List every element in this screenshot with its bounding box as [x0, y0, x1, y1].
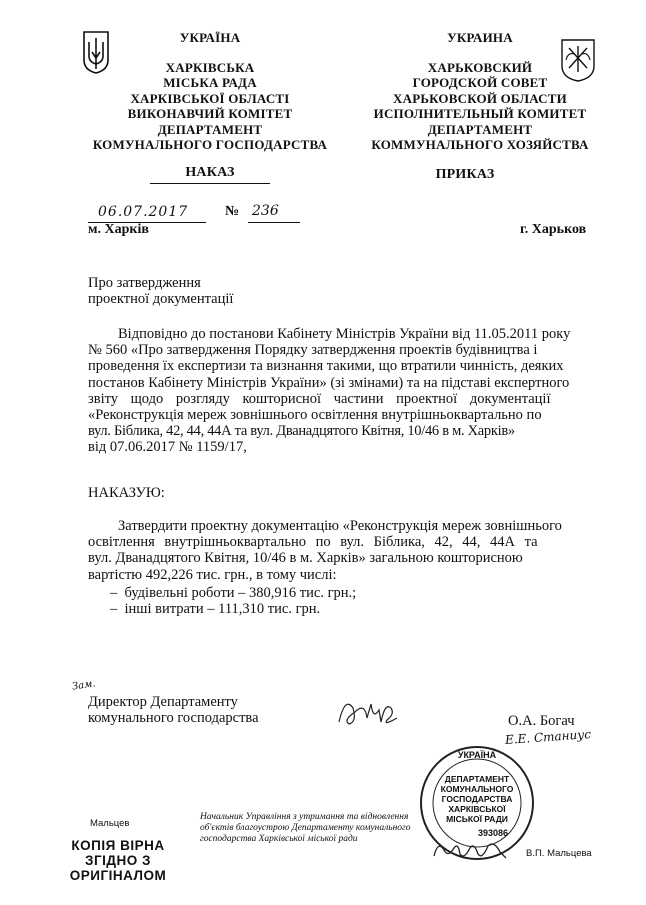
certifier-signature-icon — [430, 836, 510, 864]
preamble-line: звіту щодо розгляду кошторисної частини проектної документації — [88, 390, 551, 407]
decision-line: вул. Дванадцятого Квітня, 10/46 в м. Харків» загальною кошторисною — [88, 550, 523, 567]
stamp-line: КОМУНАЛЬНОГО — [440, 784, 514, 794]
header-left-line: ХАРКІВСЬКА — [165, 59, 255, 75]
list-item-text: будівельні роботи – 380,916 тис. грн.; — [124, 585, 357, 601]
number-underline — [248, 222, 300, 223]
header-right-line: ИСПОЛНИТЕЛЬНЫЙ КОМИТЕТ — [373, 106, 587, 121]
subject — [88, 275, 233, 307]
stamp-country: УКРАЇНА — [457, 750, 497, 760]
list-bullet: – — [110, 585, 118, 601]
decision — [88, 518, 592, 583]
stamp-line: ГОСПОДАРСТВА — [441, 794, 513, 804]
position-line: Директор Департаменту — [88, 694, 238, 710]
city-ua: м. Харків — [88, 222, 149, 237]
subject-line: Про затвердження — [88, 275, 201, 291]
header-right-line: ХАРЬКОВСКИЙ — [427, 59, 533, 75]
copy-line: ОРИГІНАЛОМ — [69, 868, 167, 883]
header-right-line: ГОРОДСКОЙ СОВЕТ — [412, 75, 548, 90]
handwritten-name: Е.Е. Станиус — [504, 727, 592, 747]
signer-name: О.А. Богач — [508, 713, 575, 729]
subject-line: проектної документації — [88, 291, 234, 308]
doc-type-ru: ПРИКАЗ — [435, 167, 495, 182]
preamble-line: Відповідно до постанови Кабінету Міністрів України від 11.05.2011 року — [118, 326, 571, 342]
header-right-line: КОММУНАЛЬНОГО ХОЗЯЙСТВА — [371, 137, 589, 152]
stamp-lines — [438, 774, 516, 824]
handwritten-zam-note: Зам. — [71, 678, 97, 693]
preamble — [88, 326, 592, 456]
header-right — [360, 30, 600, 153]
number-label: № — [225, 204, 240, 219]
header-left-line: КОМУНАЛЬНОГО ГОСПОДАРСТВА — [92, 137, 328, 152]
decision-line: Затвердити проектну документацію «Реконструкція мереж зовнішнього — [118, 518, 562, 534]
preamble-line: вул. Біблика, 42, 44, 44А та вул. Дванадцятого Квітня, 10/46 в м. Харків» — [88, 423, 515, 440]
certification-line: Начальник Управління з утримання та відновлення — [200, 812, 409, 822]
certification-line: господарства Харківської міської ради — [200, 834, 358, 844]
executor-name: Мальцев — [90, 818, 130, 829]
director-signature-icon — [335, 692, 400, 732]
stamp-line: МІСЬКОЇ РАДИ — [446, 814, 508, 824]
header-right-line: ХАРЬКОВСКОЙ ОБЛАСТИ — [393, 90, 567, 106]
cost-list — [110, 585, 356, 617]
stamp-code: 393086 — [478, 828, 509, 838]
certification-line: об'єктів благоустрою Департаменту комунального — [200, 823, 411, 833]
preamble-line: проведення їх експертизи та визнання такими, що втратили чинність, деяких — [88, 358, 564, 375]
list-item — [110, 601, 356, 617]
position-line: комунального господарства — [88, 710, 259, 727]
decision-line: вартістю 492,226 тис. грн., в тому числі: — [88, 566, 337, 583]
stamp-line: ХАРКІВСЬКОЇ — [448, 804, 506, 814]
list-item-text: інші витрати – 111,310 тис. грн. — [124, 601, 321, 618]
copy-line: ЗГІДНО З — [85, 853, 151, 868]
header-left-line: ВИКОНАВЧИЙ КОМІТЕТ — [127, 106, 293, 121]
order-date: 06.07.2017 — [98, 204, 189, 220]
order-word: НАКАЗУЮ: — [88, 485, 165, 501]
preamble-line: від 07.06.2017 № 1159/17, — [88, 439, 247, 456]
preamble-line: «Реконструкція мереж зовнішнього освітлення внутрішньоквартально по — [88, 407, 542, 424]
order-number: 236 — [252, 203, 279, 219]
header-left-line: ХАРКІВСЬКОЇ ОБЛАСТІ — [130, 90, 290, 106]
doc-type-ua: НАКАЗ — [185, 165, 235, 180]
list-item — [110, 585, 356, 601]
stamp-line: ДЕПАРТАМЕНТ — [444, 774, 510, 784]
preamble-line: постанов Кабінету Міністрів України» (зі змінами) та на підставі експертного — [88, 374, 570, 391]
header-left-line: ДЕПАРТАМЕНТ — [157, 121, 263, 137]
copy-stamp — [62, 838, 174, 883]
header-left — [90, 30, 330, 153]
header-left-country: УКРАЇНА — [179, 30, 241, 45]
header-right-country: УКРАИНА — [447, 30, 513, 45]
header-left-line: МІСЬКА РАДА — [163, 75, 257, 90]
header-right-line: ДЕПАРТАМЕНТ — [427, 121, 533, 137]
copy-line: КОПІЯ ВІРНА — [71, 838, 165, 853]
divider — [150, 183, 270, 184]
certification-text — [200, 812, 411, 845]
signature-position — [88, 694, 259, 726]
preamble-line: № 560 «Про затвердження Порядку затвердження проектів будівництва і — [88, 342, 538, 359]
list-bullet: – — [110, 601, 118, 618]
city-ru: г. Харьков — [520, 222, 587, 237]
decision-line: освітлення внутрішньоквартально по вул. Біблика, 42, 44, 44А та — [88, 534, 538, 551]
certifier-name: В.П. Мальцева — [526, 848, 592, 859]
